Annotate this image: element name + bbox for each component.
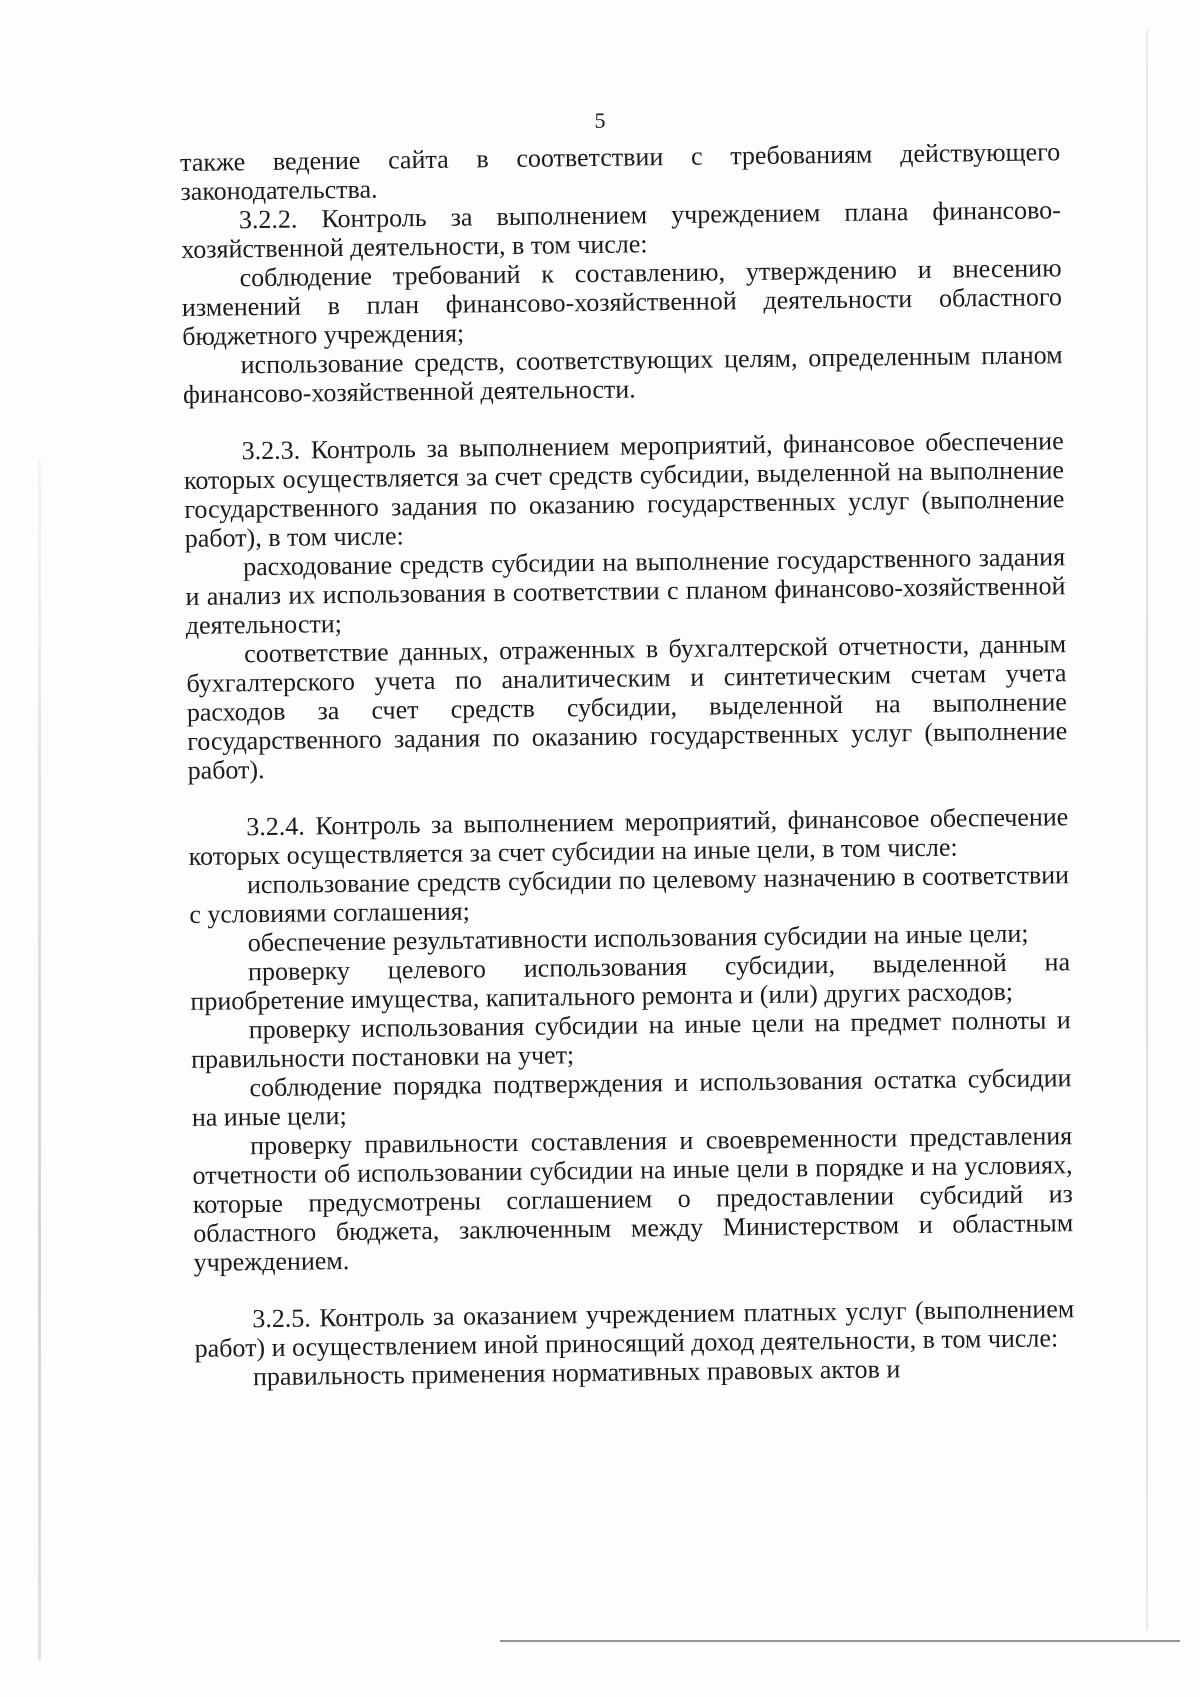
paragraph-0: также ведение сайта в соответствии с требованиям действующего законодательства.	[180, 137, 1061, 206]
paragraph-3: использование средств, соответствующих целям, определенным планом финансово-хозяйственной деятельности.	[182, 340, 1063, 409]
bottom-rule	[500, 1640, 1180, 1642]
paragraph-1: 3.2.2. Контроль за выполнением учреждением плана финансово-хозяйственной деятельности, в том числе:	[181, 195, 1061, 264]
paragraph-11: проверку использования субсидии на иные цели на предмет полноты и правильности постановки на учет;	[190, 1005, 1071, 1074]
paragraph-7: 3.2.4. Контроль за выполнением мероприятий, финансовое обеспечение которых осуществляется за счет субсидии на иные цели, в том числе:	[188, 802, 1069, 871]
scan-edge-left	[38, 460, 41, 1660]
paragraph-10: проверку целевого использования субсидии, выделенной на приобретение имущества, капитального ремонта и (или) других расходов;	[190, 947, 1071, 1016]
paragraph-9: обеспечение результативности использования субсидии на иные цели;	[247, 918, 1029, 958]
page-number: 5	[594, 108, 606, 133]
paragraph-14: 3.2.5. Контроль за оказанием учреждением платных услуг (выполнением работ) и осуществлением иной приносящий доход деятельности, в том числе:	[194, 1294, 1075, 1363]
paragraph-13: проверку правильности составления и своевременности представления отчетности об использовании субсидии на иные цели в порядке и на условиях, которые предусмотрены соглашением о предоставлении субсидий из областного бюджета, заключенным между Министерством и областным учреждением.	[192, 1121, 1074, 1277]
paragraph-8: использование средств субсидии по целевому назначению в соответствии с условиями соглашения;	[189, 860, 1070, 929]
scan-edge-right	[1146, 30, 1148, 1630]
paragraph-6: соответствие данных, отраженных в бухгалтерской отчетности, данным бухгалтерского учета по аналитическим и синтетическим счетам учета расходов за счет средств субсидии, выделенной на выполнение государственного задания по оказанию государственных услуг (выполнение работ).	[186, 629, 1068, 785]
paragraph-5: расходование средств субсидии на выполнение государственного задания и анализ их использования в соответствии с планом финансово-хозяйственной деятельности;	[185, 542, 1066, 640]
paragraph-15: правильность применения нормативных правовых актов и	[252, 1354, 901, 1392]
document-body	[180, 137, 1075, 1392]
paragraph-4: 3.2.3. Контроль за выполнением мероприятий, финансовое обеспечение которых осуществляется за счет средств субсидии, выделенной на выполнение государственного задания по оказанию государственных услуг (выполнение работ), в том числе:	[183, 426, 1065, 553]
paragraph-12: соблюдение порядка подтверждения и использования остатка субсидии на иные цели;	[191, 1063, 1072, 1132]
paragraph-2: соблюдение требований к составлению, утверждению и внесению изменений в план финансово-хозяйственной деятельности областного бюджетного учреждения;	[181, 253, 1063, 351]
